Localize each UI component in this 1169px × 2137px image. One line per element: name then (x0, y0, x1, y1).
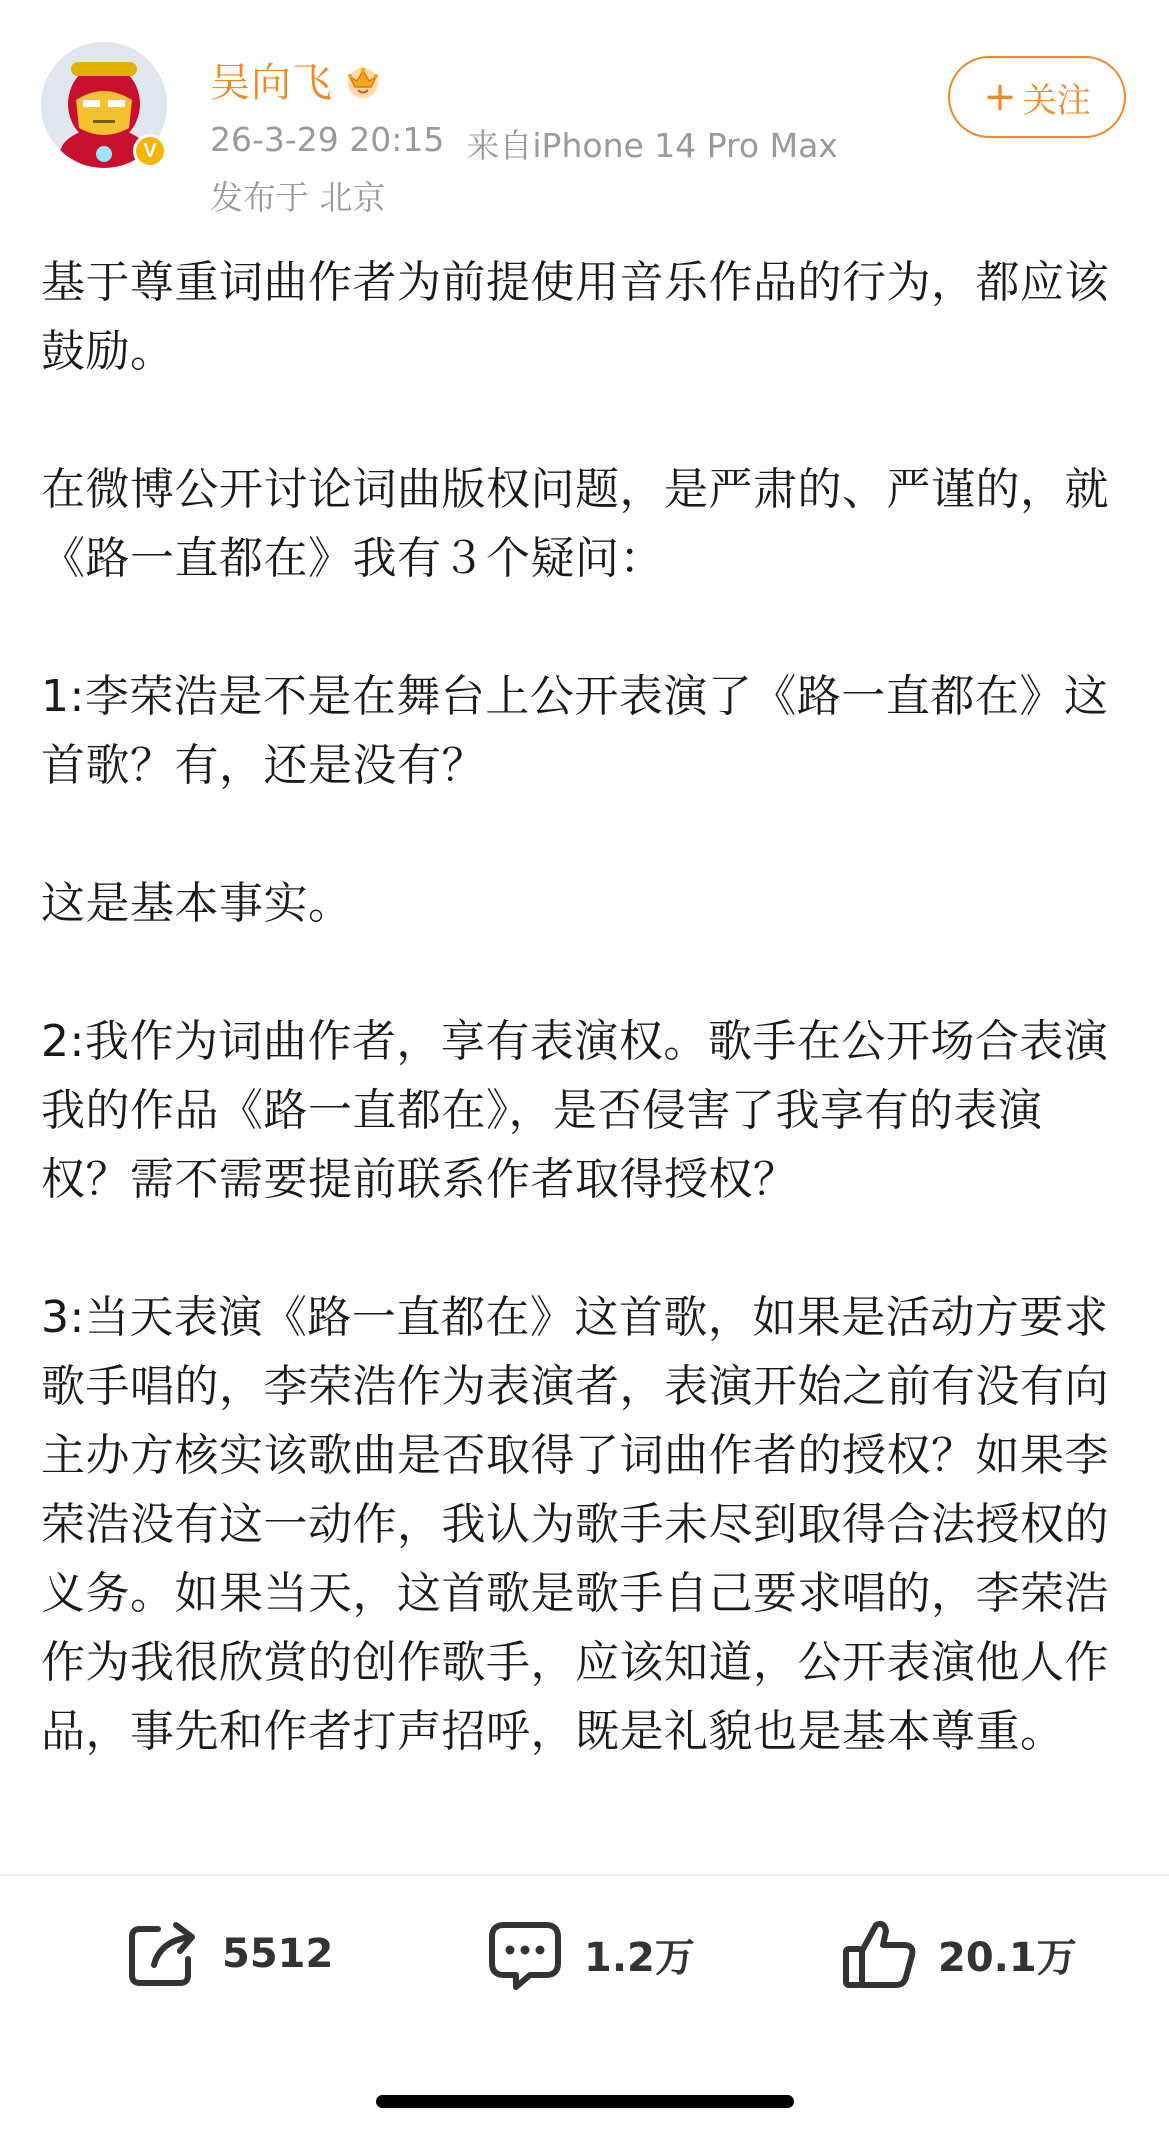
like-count: 20.1万 (938, 1934, 1077, 1981)
post-meta (210, 120, 838, 167)
comment-button[interactable] (486, 1914, 695, 1994)
like-button[interactable] (840, 1914, 1077, 1994)
post-paragraph: 2:我作为词曲作者，享有表演权。歌手在公开场合表演我的作品《路一直都在》，是否侵害了我享有的表演权？需不需要提前联系作者取得授权？ (41, 1016, 1109, 1205)
home-indicator[interactable] (376, 2095, 794, 2108)
comment-count: 1.2万 (584, 1934, 695, 1981)
post-paragraph: 1:李荣浩是不是在舞台上公开表演了《路一直都在》这首歌？有，还是没有？ (41, 671, 1109, 791)
follow-button-label: 关注 (1022, 80, 1091, 121)
post-paragraph: 这是基本事实。 (41, 878, 353, 929)
action-bar (0, 1876, 1169, 2036)
plus-icon: + (983, 74, 1017, 120)
verified-badge-icon: V (133, 134, 167, 168)
post-source: 来自iPhone 14 Pro Max (466, 126, 838, 165)
vip-crown-icon (341, 57, 385, 101)
post-timestamp: 26-3-29 20:15 (210, 120, 445, 159)
author-row (210, 52, 385, 106)
repost-button[interactable] (124, 1914, 333, 1994)
thumbs-up-icon (840, 1915, 918, 1993)
repost-count: 5512 (222, 1931, 334, 1977)
post-paragraph: 在微博公开讨论词曲版权问题，是严肃的、严谨的，就《路一直都在》我有３个疑问： (41, 464, 1109, 584)
post-body (41, 248, 1131, 1766)
share-icon (124, 1915, 202, 1993)
avatar[interactable] (41, 42, 167, 168)
follow-button[interactable] (948, 56, 1126, 138)
post-paragraph: 基于尊重词曲作者为前提使用音乐作品的行为，都应该鼓励。 (41, 257, 1109, 377)
post-location: 发布于 北京 (210, 178, 386, 217)
comment-icon (486, 1915, 564, 1993)
post-paragraph: 3:当天表演《路一直都在》这首歌，如果是活动方要求歌手唱的，李荣浩作为表演者，表演开始之前有没有向主办方核实该歌曲是否取得了词曲作者的授权？如果李荣浩没有这一动作，我认为歌手未尽到取得合法授权的义务。如果当天，这首歌是歌手自己要求唱的，李荣浩作为我很欣赏的创作歌手，应该知道，公开表演他人作品，事先和作者打声招呼，既是礼貌也是基本尊重。 (41, 1292, 1109, 1757)
author-name[interactable]: 吴向飞 (210, 59, 333, 106)
